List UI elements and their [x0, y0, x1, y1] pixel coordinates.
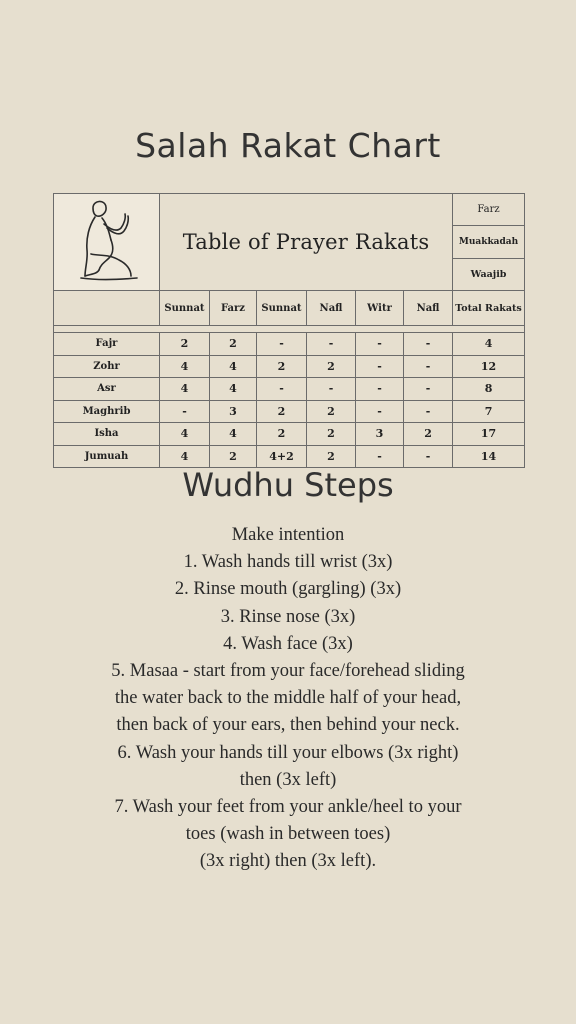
rakat-cell: 4 [160, 355, 210, 378]
table-row [54, 423, 525, 446]
rakat-cell: 12 [453, 355, 525, 378]
table-row [54, 400, 525, 423]
rakat-cell: 3 [356, 423, 404, 446]
rakat-cell: 2 [160, 333, 210, 356]
table-row [54, 333, 525, 356]
wudhu-step-line: Make intention [231, 525, 345, 545]
rakat-cell: 2 [210, 445, 257, 468]
rakat-cell: 4 [160, 378, 210, 401]
rakat-cell: - [257, 378, 307, 401]
rakat-table [53, 193, 525, 468]
prayer-name: Fajr [54, 333, 160, 356]
rakat-cell: 7 [453, 400, 525, 423]
rakat-cell: - [160, 400, 210, 423]
wudhu-step-line: 2. Rinse mouth (gargling) (3x) [174, 579, 402, 600]
prayer-name: Jumuah [54, 445, 160, 468]
rakat-cell: - [356, 333, 404, 356]
rakat-table-body [54, 333, 525, 468]
rakat-table-container [53, 193, 524, 463]
rakat-cell: - [404, 445, 453, 468]
rakat-cell: 4 [210, 423, 257, 446]
rakat-cell: 4 [160, 445, 210, 468]
prayer-name: Zohr [54, 355, 160, 378]
column-header: Sunnat [160, 291, 210, 326]
rakat-cell: 8 [453, 378, 525, 401]
rakat-cell: 17 [453, 423, 525, 446]
rakat-cell: - [356, 378, 404, 401]
rakat-cell: 14 [453, 445, 525, 468]
rakat-cell: 2 [257, 400, 307, 423]
rakat-cell: 2 [404, 423, 453, 446]
rakat-cell: - [307, 378, 356, 401]
rakat-cell: 4+2 [257, 445, 307, 468]
rakat-cell: 4 [453, 333, 525, 356]
table-row [54, 378, 525, 401]
wudhu-step-line: the water back to the middle half of your head, [114, 688, 462, 709]
rakat-cell: 2 [307, 423, 356, 446]
table-row [54, 355, 525, 378]
wudhu-step-line: 3. Rinse nose (3x) [220, 606, 356, 627]
prayer-name: Asr [54, 378, 160, 401]
rakat-cell: - [356, 400, 404, 423]
wudhu-step-line: 5. Masaa - start from your face/forehead sliding [111, 661, 465, 682]
table-heading: Table of Prayer Rakats [160, 194, 453, 291]
type-farz: Farz [453, 194, 525, 226]
wudhu-step-line: 6. Wash your hands till your elbows (3x right) [117, 742, 459, 763]
rakat-cell: 2 [210, 333, 257, 356]
column-header: Nafl [307, 291, 356, 326]
column-header: Total Rakats [453, 291, 525, 326]
spacer [54, 326, 525, 333]
wudhu-step-line: 7. Wash your feet from your ankle/heel to your [114, 797, 462, 818]
column-header: Sunnat [257, 291, 307, 326]
wudhu-step-line: (3x right) then (3x left). [199, 851, 377, 872]
wudhu-step-line: 4. Wash face (3x) [223, 633, 353, 654]
rakat-cell: - [404, 400, 453, 423]
rakat-cell: - [356, 445, 404, 468]
rakat-cell: - [307, 333, 356, 356]
page-title: Salah Rakat Chart [135, 126, 441, 165]
wudhu-step-line: then (3x left) [239, 769, 337, 790]
column-header: Nafl [404, 291, 453, 326]
column-header: Witr [356, 291, 404, 326]
rakat-cell: 4 [160, 423, 210, 446]
praying-person-icon [71, 194, 143, 286]
wudhu-step-line: then back of your ears, then behind your neck. [116, 715, 460, 736]
rakat-cell: 2 [307, 400, 356, 423]
rakat-cell: - [404, 333, 453, 356]
rakat-cell: 3 [210, 400, 257, 423]
wudhu-step-line: 1. Wash hands till wrist (3x) [183, 552, 393, 573]
rakat-cell: - [404, 378, 453, 401]
wudhu-steps [80, 522, 496, 876]
table-row [54, 445, 525, 468]
wudhu-step-line: toes (wash in between toes) [185, 824, 391, 845]
rakat-cell: 2 [257, 355, 307, 378]
rakat-cell: 2 [307, 355, 356, 378]
rakat-cell: 4 [210, 355, 257, 378]
rakat-cell: - [404, 355, 453, 378]
column-header-blank [54, 291, 160, 326]
figure-cell [54, 194, 160, 291]
type-muakkadah: Muakkadah [453, 226, 525, 258]
rakat-cell: 4 [210, 378, 257, 401]
prayer-name: Maghrib [54, 400, 160, 423]
wudhu-title: Wudhu Steps [182, 466, 394, 504]
type-waajib: Waajib [453, 258, 525, 290]
rakat-cell: - [257, 333, 307, 356]
prayer-name: Isha [54, 423, 160, 446]
rakat-cell: 2 [257, 423, 307, 446]
column-header: Farz [210, 291, 257, 326]
rakat-cell: 2 [307, 445, 356, 468]
rakat-cell: - [356, 355, 404, 378]
column-header-row [54, 291, 525, 326]
